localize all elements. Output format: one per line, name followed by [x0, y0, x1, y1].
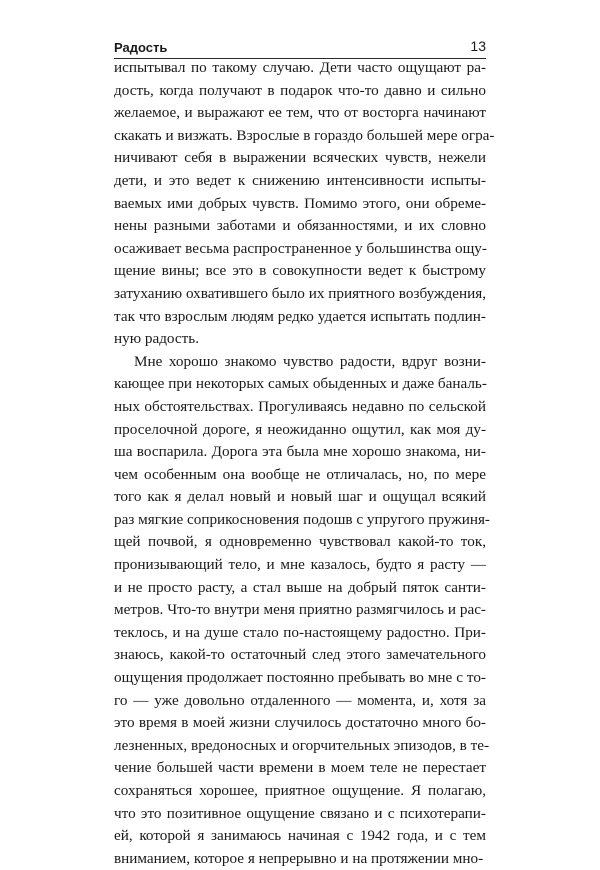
text-line: ощущения продолжает постоянно пребывать во мне с то- — [114, 669, 486, 687]
text-line: ную радость. — [114, 330, 199, 348]
text-line: ша воспарила. Дорога эта была мне хорошо знакома, ни- — [114, 443, 486, 461]
text-line: дети, и это ведет к снижению интенсивности испыты- — [114, 171, 486, 189]
text-line: вниманием, которое я непрерывно и на протяжении мно- — [114, 849, 484, 867]
running-header — [114, 36, 486, 56]
text-line: ных обстоятельствах. Прогуливаясь недавно по сельской — [114, 397, 486, 415]
text-line: щей почвой, я одновременно чувствовал какой-то ток, — [114, 533, 486, 551]
text-line: теклось, и на душе стало по-настоящему радостно. При- — [114, 623, 486, 641]
text-line: осаживает весьма распространенное у большинства ощу- — [114, 239, 487, 257]
text-line: дость, когда получают в подарок что-то давно и сильно — [114, 81, 486, 99]
text-line: сохраняться хорошее, приятное ощущение. Я полагаю, — [114, 782, 486, 799]
text-line: проселочной дороге, я неожиданно ощутил, как моя ду- — [114, 420, 486, 438]
text-line: метров. Что-то внутри меня приятно размягчилось и рас- — [114, 601, 486, 619]
text-line: ничивают себя в выражении всяческих чувств, нежели — [114, 149, 486, 167]
text-line: того как я делал новый и новый шаг и ощущал всякий — [114, 488, 486, 506]
text-line: скакать и визжать. Взрослые в гораздо большей мере огра- — [114, 126, 495, 144]
text-line: это время в моей жизни случилось достаточно много бо- — [114, 714, 486, 732]
text-line: пронизывающий тело, и мне казалось, будто я расту — — [114, 556, 486, 574]
text-line: щение вины; все это в совокупности ведет к быстрому — [114, 262, 486, 280]
text-line: ей, которой я занимаюсь начиная с 1942 года, и с тем — [114, 827, 486, 845]
text-line: так что взрослым людям редко удается испытать подлин- — [114, 307, 486, 325]
text-line: лезненных, вредоносных и огорчительных эпизодов, в те- — [114, 736, 490, 754]
text-line: го — уже довольно отдаленного — момента, и, хотя за — [114, 691, 486, 709]
page-number: 13 — [470, 38, 486, 54]
text-line: затуханию охватившего было их приятного возбуждения, — [114, 284, 486, 302]
body-text — [114, 57, 495, 870]
paragraph — [114, 351, 490, 870]
text-line: знаюсь, какой-то остаточный след этого замечательного — [114, 646, 486, 664]
text-line: раз мягкие соприкосновения подошв с упругого пружиня- — [114, 510, 490, 528]
text-line: что это позитивное ощущение связано и с психотерапи- — [114, 804, 486, 822]
text-line: и не просто расту, а стал выше на добрый пяток санти- — [114, 578, 486, 596]
running-title: Радость — [114, 40, 168, 55]
text-line: чем особенным она вообще не отличалась, но, по мере — [114, 465, 486, 483]
text-line: чение большей части времени в моем теле не перестает — [114, 759, 486, 777]
text-line: нены разными заботами и обязанностями, и их словно — [114, 217, 486, 235]
paragraph — [114, 57, 495, 351]
text-line: желаемое, и выражают ее тем, что от восторга начинают — [114, 104, 486, 122]
text-line: ваемых ими добрых чувств. Помимо этого, они обреме- — [114, 194, 486, 212]
text-line: кающее при некоторых самых обыденных и даже баналь- — [114, 375, 487, 393]
text-line: Мне хорошо знакомо чувство радости, вдруг возни- — [134, 352, 486, 370]
text-line: испытывал по такому случаю. Дети часто ощущают ра- — [114, 59, 486, 76]
